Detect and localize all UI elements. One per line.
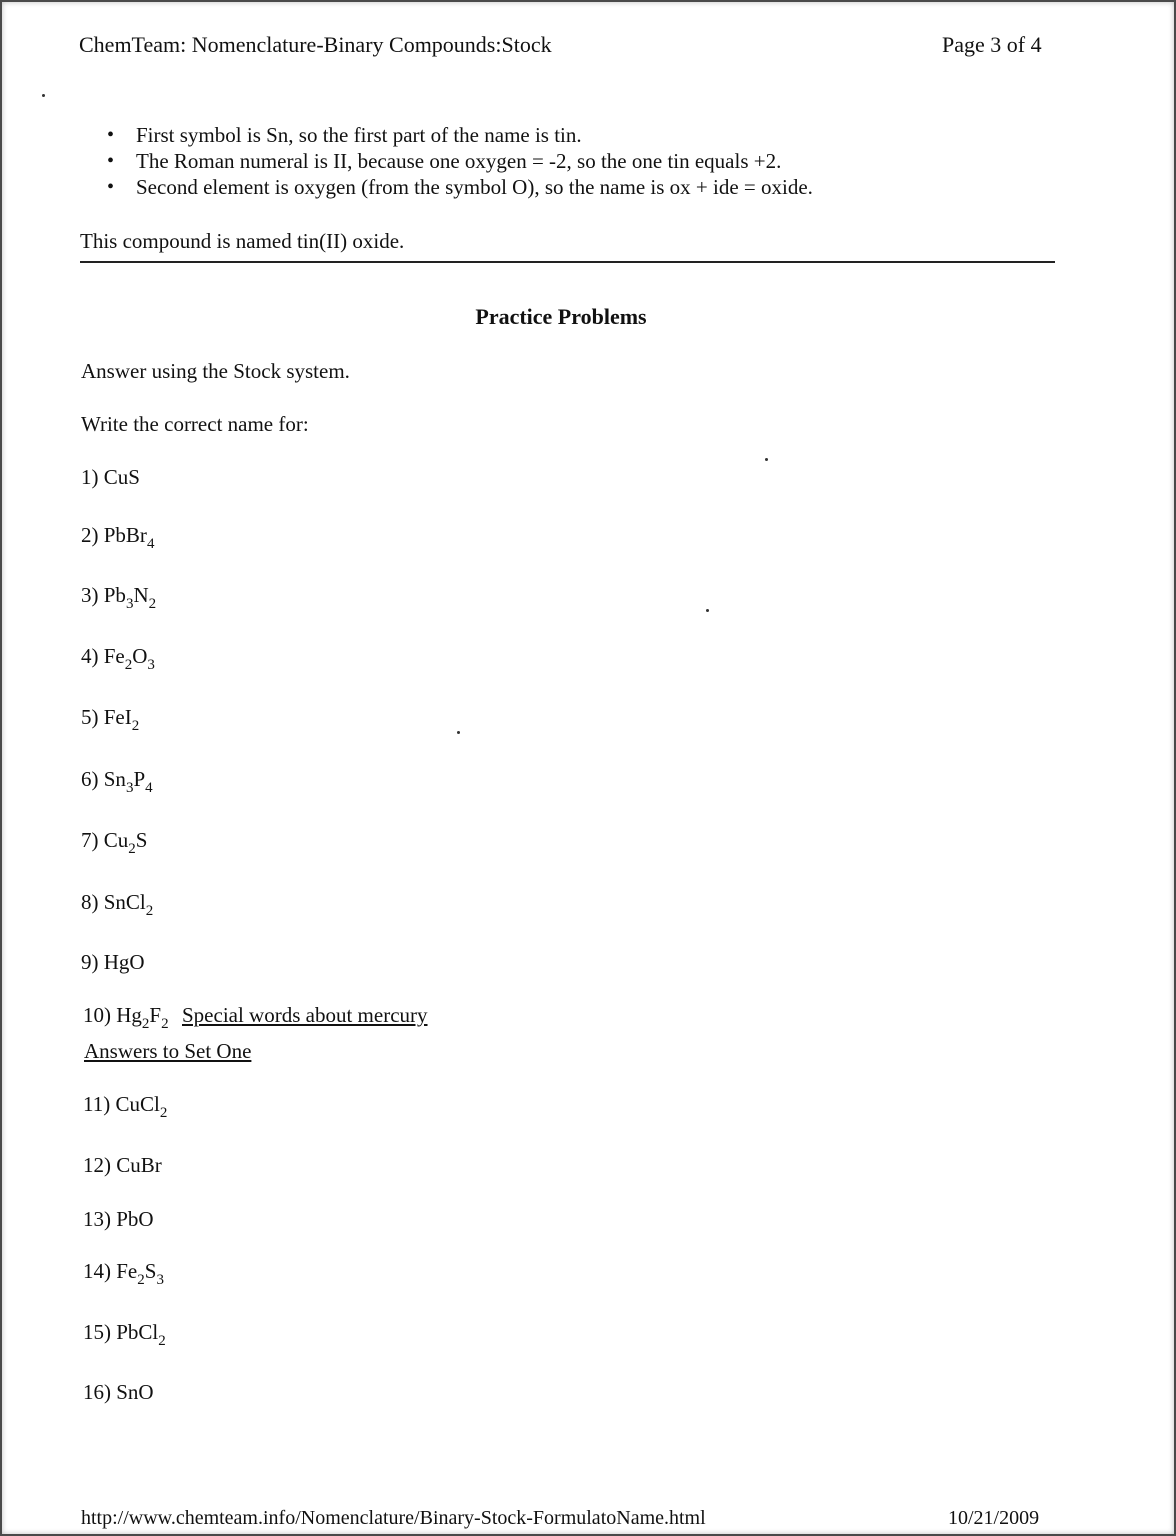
problem-formula: PbBr$_4$: [103, 523, 155, 552]
formula-subscript: 2: [137, 1272, 145, 1288]
explanation-list: [107, 122, 813, 200]
problem-formula: SnO: [116, 1380, 154, 1404]
problem-number: 12): [83, 1153, 117, 1177]
conclusion-text: This compound is named tin(II) oxide.: [80, 229, 405, 253]
formula-subscript: 4: [145, 780, 153, 796]
scan-speck: [765, 458, 768, 461]
bullet-item: • First symbol is Sn, so the first part of the name is tin.: [107, 122, 813, 148]
problem-item: [81, 950, 145, 975]
instruction-write: Write the correct name for:: [81, 412, 309, 436]
formula-subscript: 2: [145, 903, 154, 919]
problem-number: 4): [81, 644, 104, 668]
formula-subscript: 2: [148, 596, 157, 612]
problem-number: 13): [83, 1207, 117, 1231]
problem-number: 9): [81, 950, 104, 974]
problem-item: [83, 1320, 166, 1349]
formula-subscript: 2: [141, 1016, 150, 1032]
formula-subscript: 3: [125, 596, 134, 612]
bullet-item: • The Roman numeral is II, because one oxygen = -2, so the one tin equals +2.: [107, 148, 813, 174]
problem-item: [83, 1153, 162, 1178]
problem-item: [81, 523, 155, 552]
problem-formula: $Fe_2O_3$: [103, 644, 155, 673]
bullet-item: • Second element is oxygen (from the symbol O), so the name is ox + ide = oxide.: [107, 174, 813, 200]
formula-subscript: 2: [159, 1105, 168, 1121]
problem-item: [83, 1003, 169, 1032]
page-number: Page 3 of 4: [942, 32, 1042, 57]
scan-speck: [42, 94, 45, 97]
mercury-link[interactable]: Special words about mercury: [182, 1003, 428, 1027]
footer-url: http://www.chemteam.info/Nomenclature/Binary-Stock-FormulatoName.html: [81, 1507, 706, 1529]
problem-item: [81, 644, 155, 673]
formula-subscript: 3: [156, 1272, 164, 1288]
scan-speck: [457, 731, 460, 734]
problem-number: 14): [83, 1259, 117, 1283]
formula-subscript: 2: [124, 657, 133, 673]
problem-formula: FeI$_2$: [103, 705, 140, 734]
section-title: Practice Problems: [475, 304, 647, 329]
footer-date: 10/21/2009: [948, 1507, 1040, 1529]
problem-number: 1): [81, 465, 104, 489]
problem-item: [83, 1207, 154, 1232]
problem-number: 8): [81, 890, 104, 914]
formula-subscript: 3: [125, 780, 134, 796]
scan-speck: [706, 609, 709, 612]
problem-number: 2): [81, 523, 104, 547]
formula-subscript: 2: [161, 1016, 169, 1032]
formula-subscript: 2: [128, 841, 136, 857]
answers-link[interactable]: Answers to Set One: [84, 1039, 252, 1063]
problem-item: [81, 583, 157, 612]
problem-formula: $Sn_3P_4$: [103, 767, 153, 796]
problem-number: 6): [81, 767, 104, 791]
problem-formula: $Cu_2S$: [103, 828, 148, 857]
instruction-stock: Answer using the Stock system.: [81, 359, 350, 383]
formula-subscript: 4: [146, 536, 155, 552]
problem-number: 16): [83, 1380, 117, 1404]
problem-formula: $Hg_2F_2$: [116, 1003, 169, 1032]
problem-formula: HgO: [103, 950, 145, 974]
problem-item: [81, 767, 153, 796]
problem-item: [81, 828, 148, 857]
problem-formula: CuBr: [116, 1153, 162, 1177]
problem-item: [81, 890, 154, 919]
problem-item: [81, 465, 140, 490]
problem-formula: CuCl$_2$: [115, 1092, 168, 1121]
divider: [80, 261, 1055, 263]
problem-item: [83, 1092, 168, 1121]
problem-number: 10): [83, 1003, 117, 1027]
problem-formula: PbCl$_2$: [116, 1320, 166, 1349]
problem-number: 7): [81, 828, 104, 852]
problem-number: 5): [81, 705, 104, 729]
formula-subscript: 2: [131, 718, 140, 734]
problem-formula: CuS: [103, 465, 140, 489]
problem-formula: $Pb_3N_2$: [103, 583, 157, 612]
problem-number: 15): [83, 1320, 117, 1344]
formula-subscript: 3: [147, 657, 155, 673]
formula-subscript: 2: [158, 1333, 166, 1349]
problem-item: [83, 1380, 154, 1405]
header-title: ChemTeam: Nomenclature-Binary Compounds:Stock: [79, 32, 552, 57]
problem-formula: PbO: [116, 1207, 154, 1231]
problem-formula: $Fe_2S_3$: [116, 1259, 164, 1288]
problem-number: 3): [81, 583, 104, 607]
problem-formula: SnCl$_2$: [103, 890, 154, 919]
problem-number: 11): [83, 1092, 116, 1116]
problem-item: [81, 705, 140, 734]
problem-item: [83, 1259, 164, 1288]
